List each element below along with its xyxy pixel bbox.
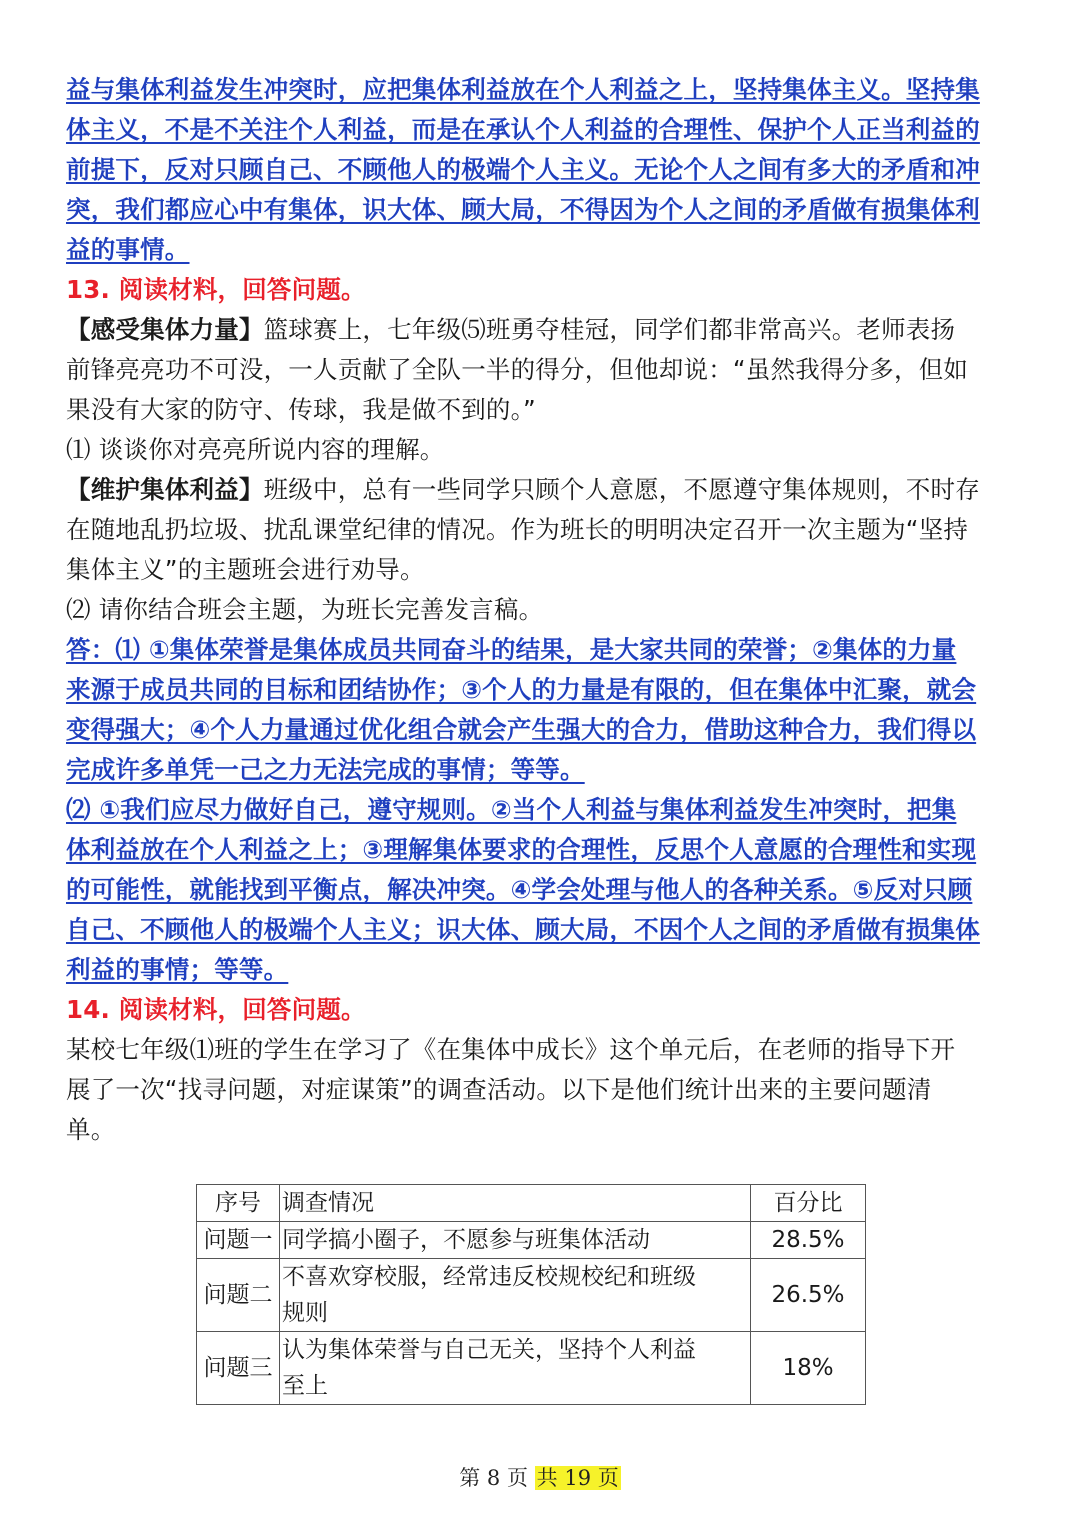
answer-line: 突，我们都应心中有集体，识大体、顾大局，不得因为个人之间的矛盾做有损集体利 <box>66 195 980 224</box>
page-content <box>66 70 1016 1150</box>
material-2-line: 集体主义”的主题班会进行劝导。 <box>66 555 425 584</box>
answer-line: ⑵ ①我们应尽力做好自己，遵守规则。②当个人利益与集体利益发生冲突时，把集 <box>66 795 957 824</box>
table-cell-id: 问题一 <box>197 1222 280 1259</box>
material-2-text: 班级中，总有一些同学只顾个人意愿，不愿遵守集体规则，不时存 <box>263 475 980 504</box>
table-cell-desc-line: 同学搞小圈子，不愿参与班集体活动 <box>282 1227 650 1253</box>
page-footer <box>0 1462 1080 1492</box>
question-13-answer-1 <box>66 630 1016 790</box>
survey-table <box>196 1184 866 1405</box>
answer-line: 来源于成员共同的目标和团结协作；③个人的力量是有限的，但在集体中汇聚，就会 <box>66 675 977 704</box>
question-13-heading: 13. 阅读材料，回答问题。 <box>66 275 366 304</box>
table-cell-pct: 18% <box>751 1332 866 1405</box>
table-cell-pct: 26.5% <box>751 1259 866 1332</box>
table-header-row <box>197 1185 866 1222</box>
page-number: 第 8 页 <box>459 1466 528 1490</box>
table-cell-desc-line: 至上 <box>282 1373 328 1399</box>
table-cell-id: 问题三 <box>197 1332 280 1405</box>
question-14-heading: 14. 阅读材料，回答问题。 <box>66 995 366 1024</box>
material-2-first-line <box>66 470 1016 510</box>
material-1-first-line <box>66 310 1016 350</box>
question-13-answer-2 <box>66 790 1016 990</box>
material-1-line: 果没有大家的防守、传球，我是做不到的。” <box>66 395 536 424</box>
answer-line: 答：⑴ ①集体荣誉是集体成员共同奋斗的结果，是大家共同的荣誉；②集体的力量 <box>66 635 957 664</box>
material-2-line: 在随地乱扔垃圾、扰乱课堂纪律的情况。作为班长的明明决定召开一次主题为“坚持 <box>66 515 969 544</box>
material-2-tag: 【维护集体利益】 <box>66 475 264 504</box>
answer-line: 变得强大；④个人力量通过优化组合就会产生强大的合力，借助这种合力，我们得以 <box>66 715 977 744</box>
answer-line: 体利益放在个人利益之上；③理解集体要求的合理性，反思个人意愿的合理性和实现 <box>66 835 977 864</box>
table-cell-desc <box>280 1332 751 1405</box>
table-cell-desc-line: 认为集体荣誉与自己无关，坚持个人利益 <box>282 1337 696 1363</box>
table-cell-id: 问题二 <box>197 1259 280 1332</box>
answer-line: 的可能性，就能找到平衡点，解决冲突。④学会处理与他人的各种关系。⑤反对只顾 <box>66 875 973 904</box>
table-row <box>197 1332 866 1405</box>
page-total: 共 19 页 <box>536 1466 619 1490</box>
question-13-sub-2: ⑵ 请你结合班会主题，为班长完善发言稿。 <box>66 595 544 624</box>
table-cell-pct: 28.5% <box>751 1222 866 1259</box>
answer-line: 益的事情。 <box>66 235 190 264</box>
answer-line: 益与集体利益发生冲突时，应把集体利益放在个人利益之上，坚持集体主义。坚持集 <box>66 75 980 104</box>
table-cell-desc-line: 规则 <box>282 1300 328 1326</box>
question-14-intro-line: 某校七年级⑴班的学生在学习了《在集体中成长》这个单元后，在老师的指导下开 <box>66 1035 956 1064</box>
table-cell-desc <box>280 1222 751 1259</box>
answer-line: 前提下，反对只顾自己、不顾他人的极端个人主义。无论个人之间有多大的矛盾和冲 <box>66 155 980 184</box>
table-header-cell: 序号 <box>197 1185 280 1222</box>
table-header-cell: 百分比 <box>751 1185 866 1222</box>
answer-line: 体主义，不是不关注个人利益，而是在承认个人利益的合理性、保护个人正当利益的 <box>66 115 980 144</box>
answer-line: 利益的事情；等等。 <box>66 955 289 984</box>
table-row <box>197 1222 866 1259</box>
table-row <box>197 1259 866 1332</box>
question-14-intro-line: 展了一次“找寻问题，对症谋策”的调查活动。以下是他们统计出来的主要问题清 <box>66 1075 932 1104</box>
answer-line: 自己、不顾他人的极端个人主义；识大体、顾大局，不因个人之间的矛盾做有损集体 <box>66 915 980 944</box>
material-1-text: 篮球赛上，七年级⑸班勇夺桂冠，同学们都非常高兴。老师表扬 <box>263 315 956 344</box>
previous-answer <box>66 70 1016 270</box>
question-14-intro-line: 单。 <box>66 1115 116 1144</box>
table-cell-desc <box>280 1259 751 1332</box>
material-1-line: 前锋亮亮功不可没，一人贡献了全队一半的得分，但他却说：“虽然我得分多，但如 <box>66 355 969 384</box>
table-cell-desc-line: 不喜欢穿校服，经常违反校规校纪和班级 <box>282 1264 696 1290</box>
material-1-tag: 【感受集体力量】 <box>66 315 264 344</box>
question-13-sub-1: ⑴ 谈谈你对亮亮所说内容的理解。 <box>66 435 445 464</box>
table-header-cell: 调查情况 <box>280 1185 751 1222</box>
answer-line: 完成许多单凭一己之力无法完成的事情；等等。 <box>66 755 585 784</box>
